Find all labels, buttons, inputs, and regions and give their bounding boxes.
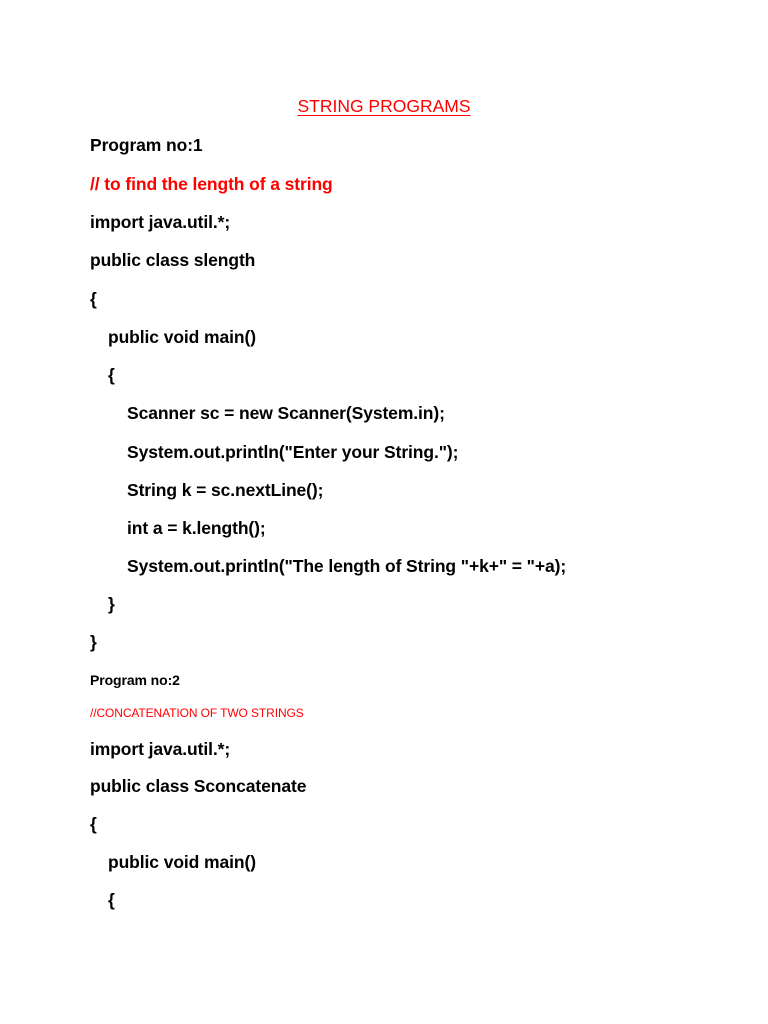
- code-line: import java.util.*;: [90, 739, 231, 759]
- code-line: {: [108, 890, 115, 910]
- code-line: {: [108, 365, 115, 385]
- program2-label: Program no:2: [90, 672, 180, 688]
- program1-label: Program no:1: [90, 135, 203, 155]
- code-line: public void main(): [108, 852, 256, 872]
- code-line: public class Sconcatenate: [90, 776, 307, 796]
- program1-comment: // to find the length of a string: [90, 174, 333, 194]
- code-line: public class slength: [90, 250, 256, 270]
- code-line: String k = sc.nextLine();: [127, 480, 324, 500]
- code-line: {: [90, 289, 97, 309]
- code-line: }: [108, 594, 115, 614]
- program2-comment: //CONCATENATION OF TWO STRINGS: [90, 706, 304, 720]
- code-line: }: [90, 632, 97, 652]
- code-line: {: [90, 814, 97, 834]
- code-line: System.out.println("The length of String "+k+" = "+a);: [127, 556, 567, 576]
- document-title: STRING PROGRAMS: [297, 96, 471, 116]
- code-line: System.out.println("Enter your String.");: [127, 442, 459, 462]
- code-line: import java.util.*;: [90, 212, 231, 232]
- code-line: Scanner sc = new Scanner(System.in);: [127, 403, 445, 423]
- code-line: public void main(): [108, 327, 256, 347]
- code-line: int a = k.length();: [127, 518, 266, 538]
